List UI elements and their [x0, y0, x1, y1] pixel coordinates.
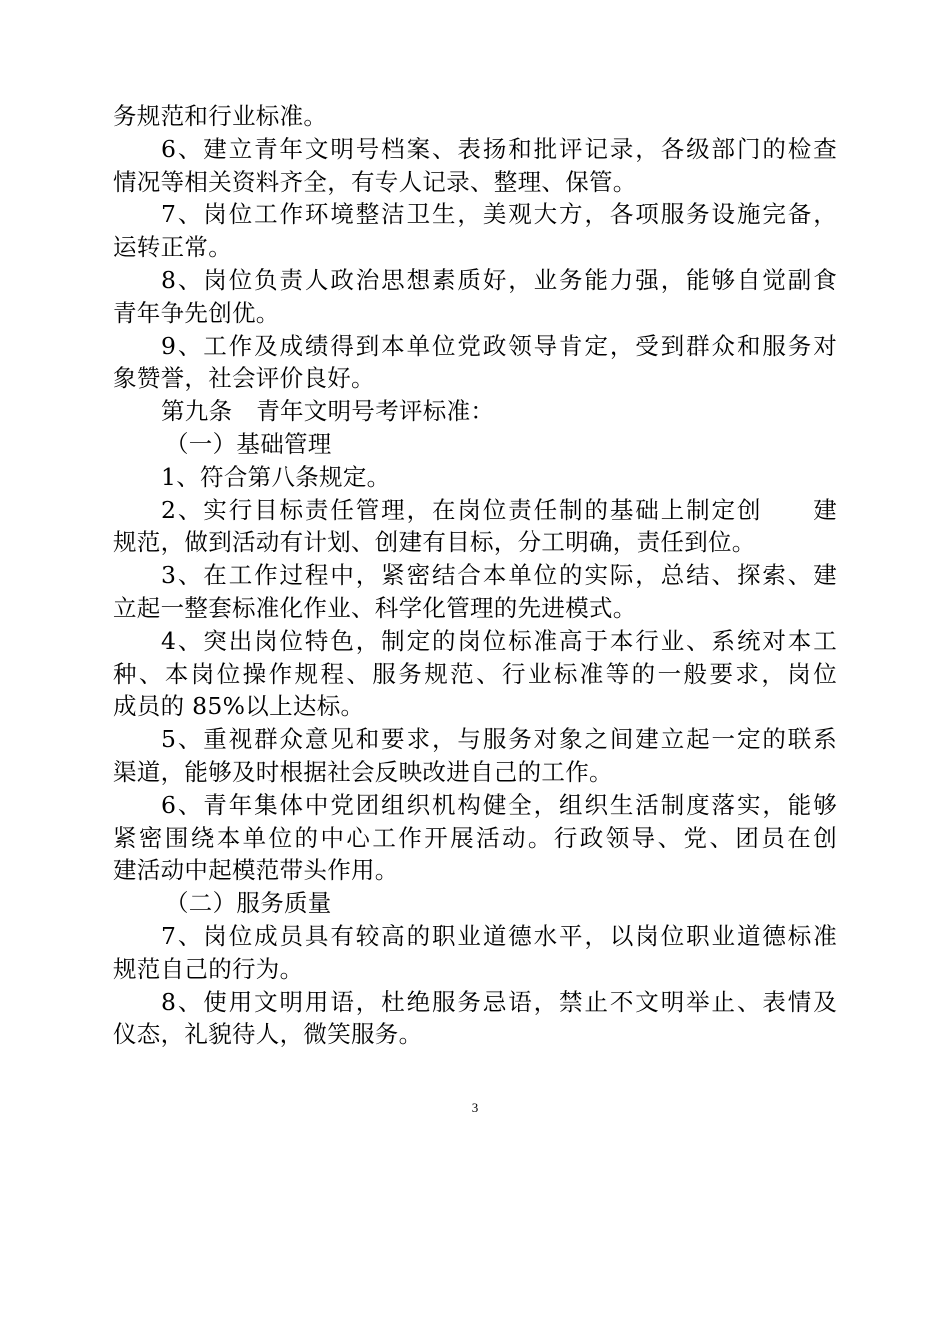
- text-line: 成员的 85%以上达标。: [113, 692, 365, 721]
- text-line: 8、使用文明用语，杜绝服务忌语，禁止不文明举止、表情及: [161, 987, 837, 1016]
- text-line: 情况等相关资料齐全，有专人记录、整理、保管。: [113, 167, 637, 196]
- page-number: 3: [471, 1100, 479, 1115]
- text-line: 6、青年集体中党团组织机构健全，组织生活制度落实，能够: [161, 790, 837, 819]
- text-line: 1、符合第八条规定。: [161, 462, 391, 491]
- text-line: 2、实行目标责任管理，在岗位责任制的基础上制定创 建: [161, 495, 837, 524]
- text-line: 3、在工作过程中，紧密结合本单位的实际，总结、探索、建: [161, 561, 837, 590]
- text-line: 种、本岗位操作规程、服务规范、行业标准等的一般要求，岗位: [113, 659, 837, 688]
- text-line: 规范自己的行为。: [113, 954, 304, 983]
- text-line: 7、岗位工作环境整洁卫生，美观大方，各项服务设施完备，: [161, 200, 837, 229]
- text-line: 4、突出岗位特色，制定的岗位标准高于本行业、系统对本工: [161, 626, 837, 655]
- text-line: 9、工作及成绩得到本单位党政领导肯定，受到群众和服务对: [161, 331, 837, 360]
- text-line: 5、重视群众意见和要求，与服务对象之间建立起一定的联系: [161, 725, 837, 754]
- text-line: 建活动中起模范带头作用。: [113, 856, 399, 885]
- section-heading: （一）基础管理: [165, 429, 332, 458]
- text-line: 象赞誉，社会评价良好。: [113, 364, 375, 393]
- text-line: 青年争先创优。: [113, 298, 280, 327]
- text-line: 仪态，礼貌待人，微笑服务。: [113, 1020, 423, 1049]
- text-line: 规范，做到活动有计划、创建有目标，分工明确，责任到位。: [113, 528, 756, 557]
- text-line: 立起一整套标准化作业、科学化管理的先进模式。: [113, 593, 637, 622]
- text-line: 8、岗位负责人政治思想素质好，业务能力强，能够自觉副食: [161, 265, 837, 294]
- text-line: 渠道，能够及时根据社会反映改进自己的工作。: [113, 757, 613, 786]
- section-heading: （二）服务质量: [165, 889, 332, 918]
- document-body: [113, 100, 837, 1051]
- text-line: 紧密围绕本单位的中心工作开展活动。行政领导、党、团员在创: [113, 823, 837, 852]
- article-heading: 第九条 青年文明号考评标准：: [161, 397, 495, 426]
- text-line: 6、建立青年文明号档案、表扬和批评记录，各级部门的检查: [161, 134, 837, 163]
- text-line: 务规范和行业标准。: [113, 102, 328, 130]
- text-line: 7、岗位成员具有较高的职业道德水平，以岗位职业道德标准: [161, 921, 837, 950]
- text-line: 运转正常。: [113, 233, 232, 262]
